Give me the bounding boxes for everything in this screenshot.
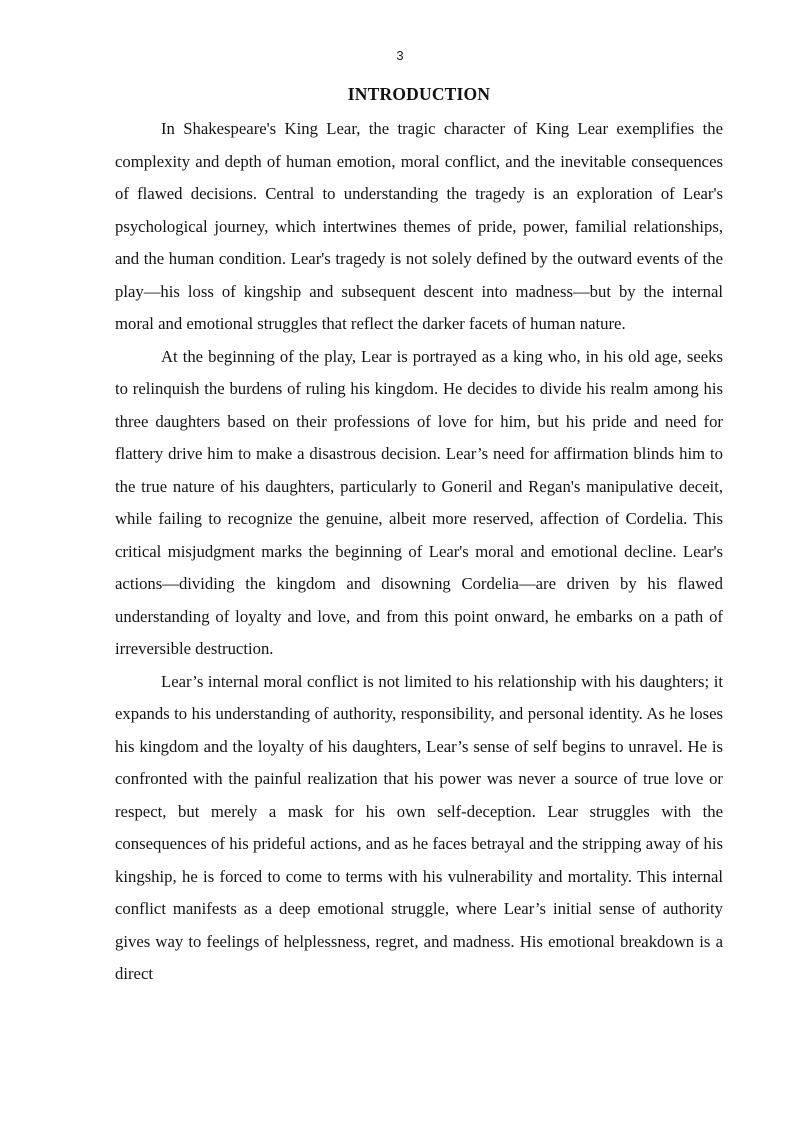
paragraph-1: In Shakespeare's King Lear, the tragic character of King Lear exemplifies the complexity and depth of human emotion, moral conflict, and the inevitable consequences of flawed decisions. Central to understanding the tragedy is an exploration of Lear's psychological journey, which intertwines themes of pride, power, familial relationships, and the human condition. Lear's tragedy is not solely defined by the outward events of the play—his loss of kingship and subsequent descent into madness—but by the internal moral and emotional struggles that reflect the darker facets of human nature. — [115, 119, 723, 333]
section-title: INTRODUCTION — [347, 84, 491, 104]
body-text — [115, 113, 723, 991]
paragraph-3: Lear’s internal moral conflict is not limited to his relationship with his daughters; it expands to his understanding of authority, responsibility, and personal identity. As he loses his kingdom and the loyalty of his daughters, Lear’s sense of self begins to unravel. He is confronted with the painful realization that his power was never a source of true love or respect, but merely a mask for his own self-deception. Lear struggles with the consequences of his prideful actions, and as he faces betrayal and the stripping away of his kingship, he is forced to come to terms with his vulnerability and mortality. This internal conflict manifests as a deep emotional struggle, where Lear’s initial sense of authority gives way to feelings of helplessness, regret, and madness. His emotional breakdown is a direct — [115, 671, 723, 983]
paragraph-2: At the beginning of the play, Lear is portrayed as a king who, in his old age, seeks to relinquish the burdens of ruling his kingdom. He decides to divide his realm among his three daughters based on their professions of love for him, but his pride and need for flattery drive him to make a disastrous decision. Lear’s need for affirmation blinds him to the true nature of his daughters, particularly to Goneril and Regan's manipulative deceit, while failing to recognize the genuine, albeit more reserved, affection of Cordelia. This critical misjudgment marks the beginning of Lear's moral and emotional decline. Lear's actions—dividing the kingdom and disowning Cordelia—are driven by his flawed understanding of loyalty and love, and from this point onward, he embarks on a path of irreversible destruction. — [115, 346, 723, 658]
page-number: 3 — [396, 48, 404, 63]
